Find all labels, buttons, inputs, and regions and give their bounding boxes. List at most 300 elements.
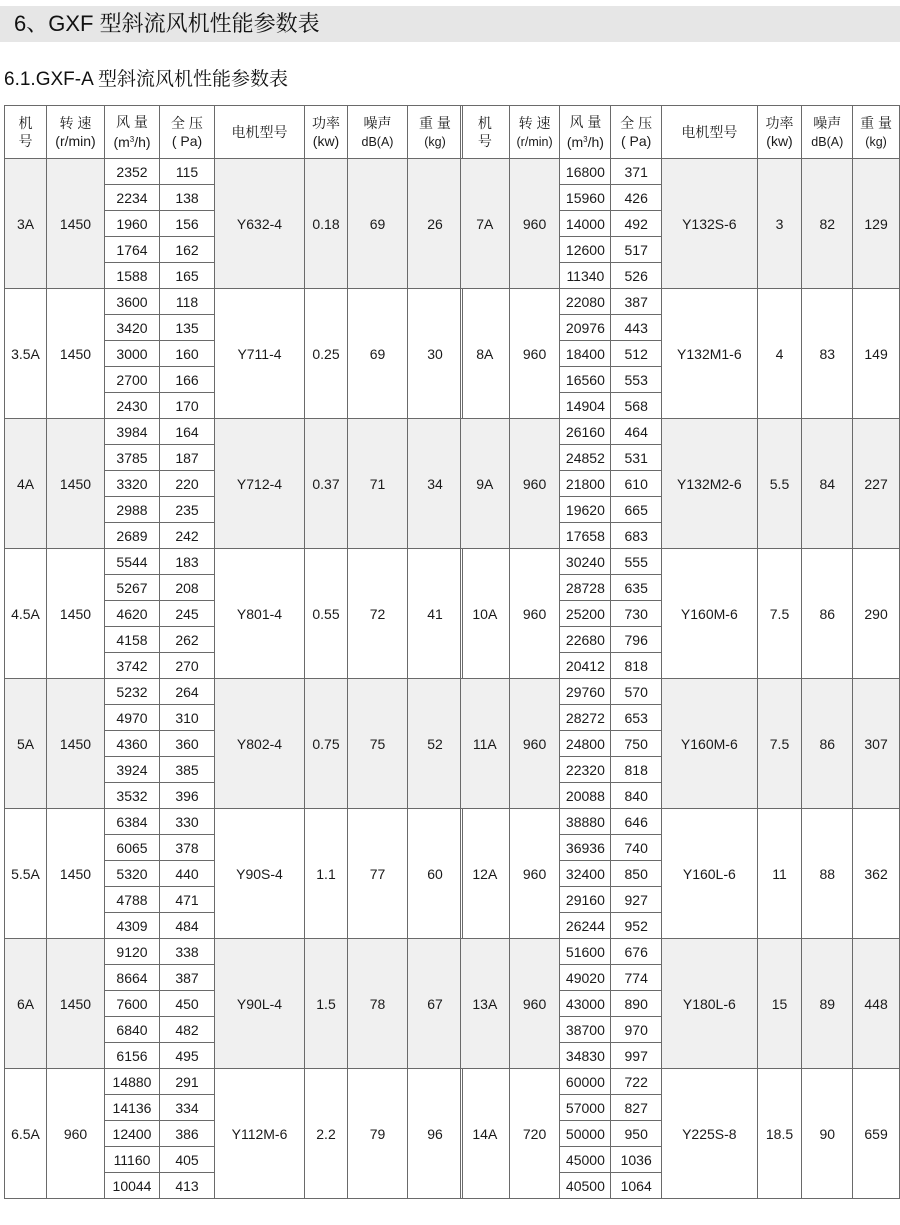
fan-model-group (461, 419, 900, 549)
pressure-cell: 164 (160, 419, 215, 445)
motor-cell: Y160M-6 (662, 549, 758, 679)
fan-model-group (5, 809, 463, 939)
pressure-cell: 1064 (611, 1173, 662, 1199)
weight-cell: 307 (853, 679, 900, 809)
pressure-cell: 386 (160, 1121, 215, 1147)
flow-unit-suffix: /h) (134, 134, 151, 150)
pressure-cell: 208 (160, 575, 215, 601)
weight-cell: 96 (408, 1069, 463, 1199)
flow-cell: 4309 (105, 913, 160, 939)
speed-cell: 1450 (47, 159, 105, 289)
pressure-cell: 156 (160, 211, 215, 237)
pressure-cell: 484 (160, 913, 215, 939)
header-power (305, 106, 348, 159)
header-flow (105, 106, 160, 159)
model-label-line2: 号 (477, 133, 492, 149)
pressure-cell: 426 (611, 185, 662, 211)
motor-cell: Y802-4 (215, 679, 305, 809)
pressure-cell: 115 (160, 159, 215, 185)
flow-cell: 1588 (105, 263, 160, 289)
pressure-cell: 683 (611, 523, 662, 549)
pressure-cell: 471 (160, 887, 215, 913)
header-row (5, 106, 463, 159)
pressure-cell: 264 (160, 679, 215, 705)
model-label-line1: 机 (477, 115, 492, 131)
noise-cell: 69 (348, 159, 408, 289)
table-row (5, 159, 463, 185)
flow-cell: 2700 (105, 367, 160, 393)
flow-cell: 6840 (105, 1017, 160, 1043)
pressure-cell: 242 (160, 523, 215, 549)
pressure-cell: 220 (160, 471, 215, 497)
model-cell: 7A (461, 159, 510, 289)
flow-cell: 3532 (105, 783, 160, 809)
flow-cell: 38700 (560, 1017, 611, 1043)
flow-cell: 20088 (560, 783, 611, 809)
flow-cell: 29160 (560, 887, 611, 913)
flow-cell: 38880 (560, 809, 611, 835)
flow-cell: 2352 (105, 159, 160, 185)
noise-cell: 86 (802, 549, 853, 679)
weight-cell: 41 (408, 549, 463, 679)
flow-cell: 51600 (560, 939, 611, 965)
pressure-label-line2: ( Pa) (621, 133, 652, 149)
model-cell: 8A (461, 289, 510, 419)
noise-cell: 82 (802, 159, 853, 289)
flow-cell: 34830 (560, 1043, 611, 1069)
fan-model-group (461, 549, 900, 679)
pressure-cell: 890 (611, 991, 662, 1017)
section-title: 6.1.GXF-A 型斜流风机性能参数表 (4, 69, 288, 90)
noise-cell: 71 (348, 419, 408, 549)
pressure-cell: 270 (160, 653, 215, 679)
flow-cell: 1960 (105, 211, 160, 237)
pressure-cell: 443 (611, 315, 662, 341)
flow-cell: 9120 (105, 939, 160, 965)
flow-label-line1: 风 量 (116, 114, 148, 130)
weight-cell: 26 (408, 159, 463, 289)
pressure-cell: 245 (160, 601, 215, 627)
flow-cell: 10044 (105, 1173, 160, 1199)
table-row (5, 809, 463, 835)
pressure-cell: 827 (611, 1095, 662, 1121)
flow-cell: 29760 (560, 679, 611, 705)
fan-model-group (5, 159, 463, 289)
fan-model-group (461, 1069, 900, 1199)
page-title: 6、GXF 型斜流风机性能参数表 (0, 6, 900, 42)
motor-cell: Y711-4 (215, 289, 305, 419)
flow-cell: 12400 (105, 1121, 160, 1147)
motor-cell: Y132S-6 (662, 159, 758, 289)
speed-label-line1: 转 速 (59, 115, 92, 131)
power-label-line2: (kw) (312, 133, 340, 149)
flow-unit-prefix: (m (113, 134, 130, 150)
motor-cell: Y712-4 (215, 419, 305, 549)
pressure-cell: 338 (160, 939, 215, 965)
fan-model-group (5, 1069, 463, 1199)
pressure-label-line2: ( Pa) (171, 133, 203, 149)
flow-cell: 26160 (560, 419, 611, 445)
speed-cell: 960 (509, 549, 560, 679)
flow-cell: 8664 (105, 965, 160, 991)
weight-cell: 30 (408, 289, 463, 419)
flow-cell: 4620 (105, 601, 160, 627)
weight-cell: 60 (408, 809, 463, 939)
pressure-cell: 138 (160, 185, 215, 211)
pressure-cell: 796 (611, 627, 662, 653)
noise-cell: 84 (802, 419, 853, 549)
power-cell: 7.5 (757, 679, 802, 809)
weight-cell: 52 (408, 679, 463, 809)
flow-cell: 14880 (105, 1069, 160, 1095)
fan-model-group (461, 939, 900, 1069)
noise-cell: 89 (802, 939, 853, 1069)
flow-cell: 26244 (560, 913, 611, 939)
motor-cell: Y160L-6 (662, 809, 758, 939)
header-speed (47, 106, 105, 159)
table-row (461, 419, 900, 445)
table-row (5, 1069, 463, 1095)
noise-cell: 72 (348, 549, 408, 679)
power-cell: 5.5 (757, 419, 802, 549)
power-cell: 4 (757, 289, 802, 419)
motor-cell: Y632-4 (215, 159, 305, 289)
pressure-cell: 360 (160, 731, 215, 757)
speed-cell: 1450 (47, 809, 105, 939)
power-label-line1: 功率 (312, 115, 340, 131)
flow-cell: 15960 (560, 185, 611, 211)
pressure-cell: 170 (160, 393, 215, 419)
motor-cell: Y801-4 (215, 549, 305, 679)
motor-cell: Y90L-4 (215, 939, 305, 1069)
header-noise (802, 106, 853, 159)
fan-model-group (461, 679, 900, 809)
pressure-cell: 818 (611, 653, 662, 679)
pressure-cell: 1036 (611, 1147, 662, 1173)
flow-cell: 32400 (560, 861, 611, 887)
speed-cell: 1450 (47, 679, 105, 809)
pressure-cell: 646 (611, 809, 662, 835)
model-cell: 10A (461, 549, 510, 679)
pressure-cell: 118 (160, 289, 215, 315)
flow-cell: 3000 (105, 341, 160, 367)
pressure-cell: 676 (611, 939, 662, 965)
header-motor (662, 106, 758, 159)
flow-cell: 14904 (560, 393, 611, 419)
model-cell: 3.5A (5, 289, 47, 419)
flow-cell: 43000 (560, 991, 611, 1017)
model-cell: 11A (461, 679, 510, 809)
flow-cell: 49020 (560, 965, 611, 991)
pressure-cell: 387 (160, 965, 215, 991)
header-model (5, 106, 47, 159)
flow-cell: 3742 (105, 653, 160, 679)
motor-cell: Y180L-6 (662, 939, 758, 1069)
flow-cell: 16800 (560, 159, 611, 185)
table-row (5, 289, 463, 315)
pressure-cell: 950 (611, 1121, 662, 1147)
pressure-cell: 635 (611, 575, 662, 601)
flow-unit-superscript: 3 (129, 135, 135, 144)
table-row (5, 939, 463, 965)
noise-cell: 86 (802, 679, 853, 809)
flow-cell: 50000 (560, 1121, 611, 1147)
pressure-cell: 570 (611, 679, 662, 705)
model-cell: 12A (461, 809, 510, 939)
flow-cell: 4788 (105, 887, 160, 913)
model-cell: 3A (5, 159, 47, 289)
power-cell: 1.1 (305, 809, 348, 939)
flow-cell: 11340 (560, 263, 611, 289)
flow-cell: 24852 (560, 445, 611, 471)
table-row (5, 419, 463, 445)
weight-label-line2: (kg) (424, 134, 446, 149)
power-cell: 18.5 (757, 1069, 802, 1199)
header-model (461, 106, 510, 159)
flow-cell: 4970 (105, 705, 160, 731)
flow-cell: 40500 (560, 1173, 611, 1199)
flow-cell: 4360 (105, 731, 160, 757)
pressure-cell: 330 (160, 809, 215, 835)
pressure-cell: 334 (160, 1095, 215, 1121)
pressure-cell: 531 (611, 445, 662, 471)
pressure-cell: 997 (611, 1043, 662, 1069)
motor-cell: Y132M2-6 (662, 419, 758, 549)
header-row (461, 106, 900, 159)
model-cell: 6A (5, 939, 47, 1069)
header-pressure (160, 106, 215, 159)
flow-cell: 60000 (560, 1069, 611, 1095)
pressure-cell: 722 (611, 1069, 662, 1095)
flow-cell: 2988 (105, 497, 160, 523)
header-flow (560, 106, 611, 159)
flow-cell: 3785 (105, 445, 160, 471)
flow-cell: 45000 (560, 1147, 611, 1173)
pressure-cell: 387 (611, 289, 662, 315)
motor-cell: Y90S-4 (215, 809, 305, 939)
motor-label: 电机型号 (231, 124, 288, 140)
pressure-cell: 183 (160, 549, 215, 575)
power-cell: 0.25 (305, 289, 348, 419)
flow-cell: 6065 (105, 835, 160, 861)
weight-label-line1: 重 量 (860, 114, 893, 131)
flow-cell: 5232 (105, 679, 160, 705)
pressure-cell: 970 (611, 1017, 662, 1043)
pressure-cell: 166 (160, 367, 215, 393)
flow-cell: 3984 (105, 419, 160, 445)
weight-cell: 290 (853, 549, 900, 679)
noise-label-line2: dB(A) (361, 134, 394, 149)
model-cell: 4.5A (5, 549, 47, 679)
flow-cell: 22680 (560, 627, 611, 653)
pressure-cell: 952 (611, 913, 662, 939)
speed-cell: 720 (509, 1069, 560, 1199)
flow-unit-superscript: 3 (583, 135, 588, 144)
flow-unit-suffix: /h) (587, 134, 604, 150)
noise-cell: 90 (802, 1069, 853, 1199)
pressure-cell: 378 (160, 835, 215, 861)
table-row (461, 679, 900, 705)
flow-cell: 14000 (560, 211, 611, 237)
flow-cell: 6384 (105, 809, 160, 835)
pressure-cell: 553 (611, 367, 662, 393)
table-row (461, 939, 900, 965)
weight-label-line2: (kg) (865, 134, 887, 149)
weight-cell: 34 (408, 419, 463, 549)
pressure-cell: 371 (611, 159, 662, 185)
noise-cell: 79 (348, 1069, 408, 1199)
flow-cell: 20412 (560, 653, 611, 679)
pressure-label-line1: 全 压 (171, 115, 203, 131)
power-cell: 7.5 (757, 549, 802, 679)
flow-label-line1: 风 量 (569, 114, 602, 130)
power-cell: 0.37 (305, 419, 348, 549)
speed-cell: 960 (509, 809, 560, 939)
flow-cell: 2430 (105, 393, 160, 419)
model-label-line2: 号 (18, 133, 33, 149)
header-power (757, 106, 802, 159)
pressure-cell: 568 (611, 393, 662, 419)
pressure-cell: 495 (160, 1043, 215, 1069)
weight-cell: 67 (408, 939, 463, 1069)
flow-cell: 6156 (105, 1043, 160, 1069)
flow-cell: 12600 (560, 237, 611, 263)
speed-cell: 960 (509, 289, 560, 419)
pressure-cell: 291 (160, 1069, 215, 1095)
fan-model-group (5, 549, 463, 679)
motor-label: 电机型号 (681, 124, 738, 140)
flow-cell: 17658 (560, 523, 611, 549)
flow-cell: 3320 (105, 471, 160, 497)
flow-cell: 5320 (105, 861, 160, 887)
flow-cell: 3420 (105, 315, 160, 341)
speed-label-line2: (r/min) (55, 133, 96, 149)
pressure-cell: 165 (160, 263, 215, 289)
pressure-cell: 450 (160, 991, 215, 1017)
pressure-cell: 385 (160, 757, 215, 783)
flow-cell: 25200 (560, 601, 611, 627)
flow-cell: 5267 (105, 575, 160, 601)
pressure-cell: 162 (160, 237, 215, 263)
speed-cell: 1450 (47, 289, 105, 419)
flow-cell: 30240 (560, 549, 611, 575)
pressure-cell: 440 (160, 861, 215, 887)
speed-cell: 1450 (47, 419, 105, 549)
pressure-cell: 730 (611, 601, 662, 627)
table-row (461, 809, 900, 835)
noise-label-line1: 噪声 (363, 114, 392, 131)
header-weight (408, 106, 463, 159)
model-cell: 6.5A (5, 1069, 47, 1199)
speed-label-line1: 转 速 (518, 114, 551, 131)
noise-cell: 75 (348, 679, 408, 809)
fan-model-group (461, 159, 900, 289)
weight-cell: 227 (853, 419, 900, 549)
power-cell: 3 (757, 159, 802, 289)
noise-cell: 78 (348, 939, 408, 1069)
speed-cell: 960 (509, 939, 560, 1069)
pressure-label-line1: 全 压 (620, 115, 653, 131)
noise-cell: 83 (802, 289, 853, 419)
speed-cell: 960 (509, 159, 560, 289)
flow-cell: 1764 (105, 237, 160, 263)
model-cell: 5.5A (5, 809, 47, 939)
pressure-cell: 310 (160, 705, 215, 731)
pressure-cell: 235 (160, 497, 215, 523)
weight-cell: 448 (853, 939, 900, 1069)
header-pressure (611, 106, 662, 159)
fan-model-group (5, 679, 463, 809)
power-label-line2: (kw) (766, 133, 793, 149)
header-weight (853, 106, 900, 159)
flow-cell: 2234 (105, 185, 160, 211)
pressure-cell: 396 (160, 783, 215, 809)
model-cell: 13A (461, 939, 510, 1069)
flow-cell: 57000 (560, 1095, 611, 1121)
power-cell: 0.18 (305, 159, 348, 289)
flow-cell: 22080 (560, 289, 611, 315)
pressure-cell: 517 (611, 237, 662, 263)
pressure-cell: 187 (160, 445, 215, 471)
flow-cell: 2689 (105, 523, 160, 549)
pressure-cell: 492 (611, 211, 662, 237)
power-cell: 15 (757, 939, 802, 1069)
flow-cell: 3600 (105, 289, 160, 315)
noise-cell: 69 (348, 289, 408, 419)
pressure-cell: 774 (611, 965, 662, 991)
flow-cell: 21800 (560, 471, 611, 497)
flow-cell: 3924 (105, 757, 160, 783)
flow-cell: 5544 (105, 549, 160, 575)
performance-table-left (4, 105, 463, 1199)
speed-cell: 1450 (47, 549, 105, 679)
fan-model-group (5, 289, 463, 419)
pressure-cell: 512 (611, 341, 662, 367)
flow-unit-prefix: (m (566, 134, 584, 150)
flow-cell: 28272 (560, 705, 611, 731)
table-row (5, 549, 463, 575)
motor-cell: Y112M-6 (215, 1069, 305, 1199)
noise-cell: 88 (802, 809, 853, 939)
power-cell: 11 (757, 809, 802, 939)
motor-cell: Y132M1-6 (662, 289, 758, 419)
fan-model-group (5, 939, 463, 1069)
motor-cell: Y225S-8 (662, 1069, 758, 1199)
flow-cell: 14136 (105, 1095, 160, 1121)
flow-cell: 22320 (560, 757, 611, 783)
pressure-cell: 610 (611, 471, 662, 497)
pressure-cell: 653 (611, 705, 662, 731)
weight-cell: 129 (853, 159, 900, 289)
pressure-cell: 927 (611, 887, 662, 913)
pressure-cell: 262 (160, 627, 215, 653)
flow-cell: 36936 (560, 835, 611, 861)
flow-cell: 11160 (105, 1147, 160, 1173)
pressure-cell: 405 (160, 1147, 215, 1173)
pressure-cell: 464 (611, 419, 662, 445)
model-cell: 9A (461, 419, 510, 549)
power-cell: 1.5 (305, 939, 348, 1069)
fan-model-group (461, 809, 900, 939)
model-label-line1: 机 (18, 115, 33, 131)
noise-label-line2: dB(A) (811, 134, 844, 149)
speed-cell: 960 (47, 1069, 105, 1199)
flow-cell: 24800 (560, 731, 611, 757)
weight-label-line1: 重 量 (419, 114, 451, 131)
pressure-cell: 135 (160, 315, 215, 341)
table-row (461, 159, 900, 185)
power-cell: 0.75 (305, 679, 348, 809)
